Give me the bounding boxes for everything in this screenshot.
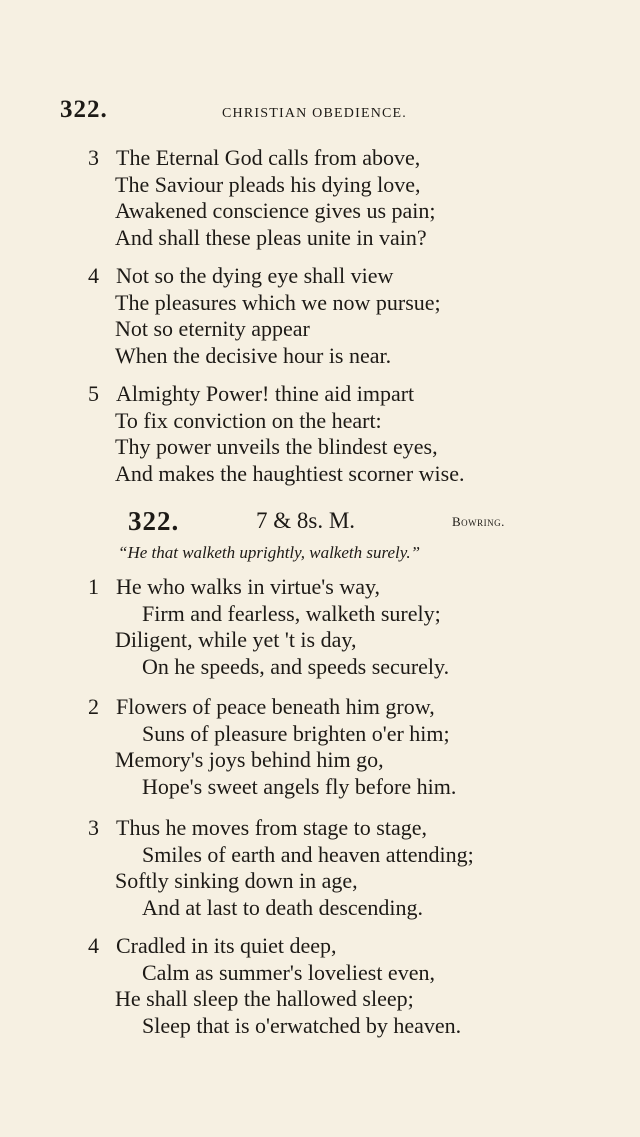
stanza-line: Firm and fearless, walketh surely; [142, 600, 441, 626]
stanza-number: 4 [88, 933, 99, 958]
stanza-line: Diligent, while yet 't is day, [115, 627, 357, 652]
stanza-3 [88, 815, 474, 921]
hymn-epigraph: “He that walketh uprightly, walketh surely.” [118, 543, 421, 562]
stanza-number: 2 [88, 694, 99, 719]
stanza-1 [88, 574, 449, 680]
stanza-line: To fix conviction on the heart: [115, 407, 382, 433]
stanza-line: And shall these pleas unite in vain? [115, 224, 427, 250]
stanza-number: 4 [88, 263, 99, 288]
prev-stanza-5 [88, 381, 464, 487]
stanza-2 [88, 694, 456, 800]
stanza-line: The Saviour pleads his dying love, [115, 171, 421, 197]
stanza-number: 3 [88, 815, 99, 840]
stanza-line: Awakened conscience gives us pain; [115, 198, 436, 223]
stanza-line: Hope's sweet angels fly before him. [142, 773, 457, 799]
stanza-line: Smiles of earth and heaven attending; [142, 841, 474, 867]
stanza-line: And at last to death descending. [142, 894, 424, 920]
prev-stanza-3 [88, 145, 436, 251]
stanza-line: And makes the haughtiest scorner wise. [115, 460, 465, 486]
stanza-4 [88, 933, 461, 1039]
stanza-line: He shall sleep the hallowed sleep; [115, 986, 414, 1011]
hymn-meter: 7 & 8s. M. [256, 508, 356, 533]
running-title: CHRISTIAN OBEDIENCE. [222, 106, 407, 121]
stanza-line: 2 Flowers of peace beneath him grow, [88, 694, 435, 719]
hymn-heading [128, 506, 548, 537]
hymn-number: 322. [128, 506, 180, 536]
page-number: 322. [60, 96, 108, 123]
stanza-line: When the decisive hour is near. [115, 342, 392, 368]
stanza-line: 3 The Eternal God calls from above, [88, 145, 421, 170]
stanza-line: Softly sinking down in age, [115, 868, 358, 893]
stanza-line: Calm as summer's loveliest even, [142, 959, 435, 985]
stanza-line: Thy power unveils the blindest eyes, [115, 434, 438, 459]
stanza-line: 5 Almighty Power! thine aid impart [88, 381, 415, 406]
hymn-author: Bowring. [452, 514, 505, 529]
stanza-line: Sleep that is o'erwatched by heaven. [142, 1012, 462, 1038]
prev-stanza-4 [88, 263, 441, 369]
stanza-line: Memory's joys behind him go, [115, 747, 384, 772]
stanza-line: 3 Thus he moves from stage to stage, [88, 815, 427, 840]
stanza-line: 4 Cradled in its quiet deep, [88, 933, 337, 958]
stanza-line: Suns of pleasure brighten o'er him; [142, 720, 450, 746]
stanza-line: On he speeds, and speeds securely. [142, 653, 450, 679]
stanza-line: 1 He who walks in virtue's way, [88, 574, 381, 599]
stanza-number: 1 [88, 574, 99, 599]
stanza-number: 5 [88, 381, 99, 406]
stanza-line: Not so eternity appear [115, 316, 310, 341]
stanza-line: The pleasures which we now pursue; [115, 289, 441, 315]
stanza-number: 3 [88, 145, 99, 170]
stanza-line: 4 Not so the dying eye shall view [88, 263, 394, 288]
